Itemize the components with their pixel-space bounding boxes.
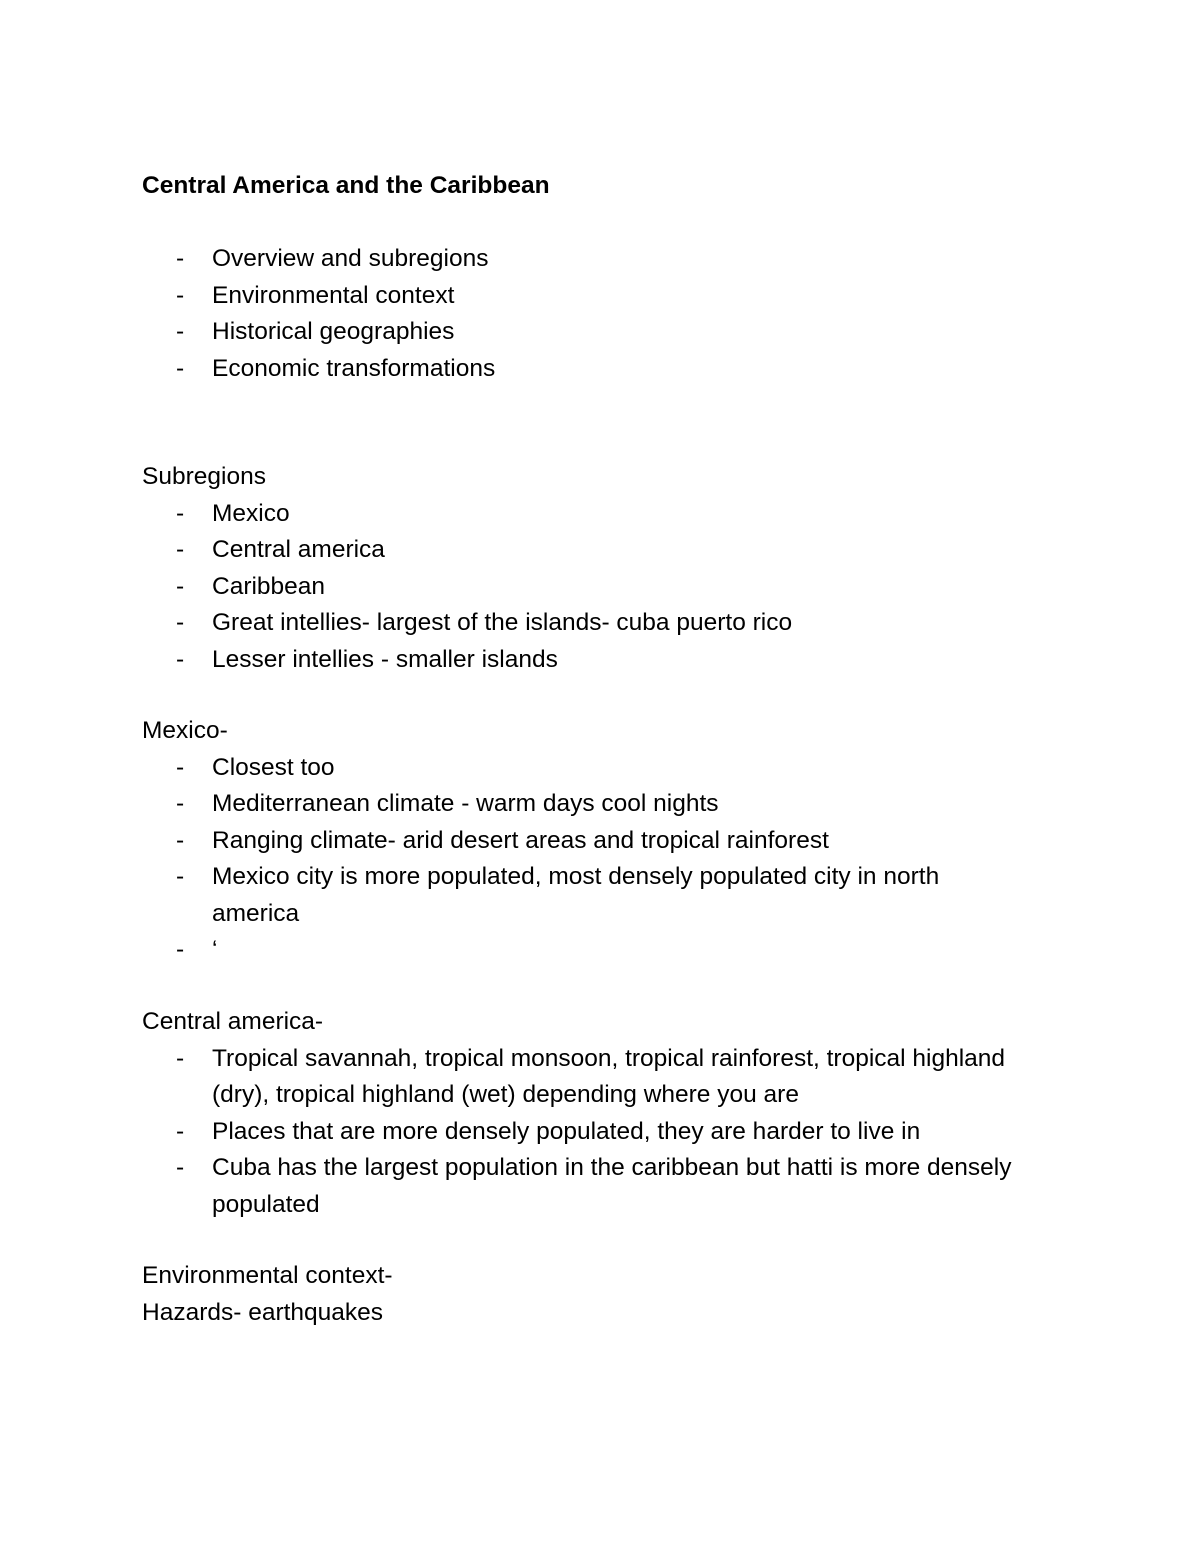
overview-section xyxy=(142,241,1062,387)
mexico-section xyxy=(142,713,1062,969)
dash-marker: - xyxy=(176,354,185,382)
dash-marker: - xyxy=(176,826,185,854)
list-item xyxy=(142,823,1062,860)
list-item-text: Central america xyxy=(212,536,385,563)
list-item-text: Historical geographies xyxy=(212,318,455,345)
mexico-list xyxy=(142,750,1062,969)
list-item-text: Mediterranean climate - warm days cool nights xyxy=(212,790,719,817)
subregions-list xyxy=(142,496,1062,679)
list-item xyxy=(142,1041,1062,1114)
dash-marker: - xyxy=(176,753,185,781)
environmental-section xyxy=(142,1258,1062,1331)
list-item xyxy=(142,750,1062,787)
list-item xyxy=(142,241,1062,278)
dash-marker: - xyxy=(176,936,185,963)
title-block xyxy=(142,168,1062,205)
list-item xyxy=(142,932,1062,969)
list-item-text: Mexico xyxy=(212,499,290,527)
list-item xyxy=(142,351,1062,388)
dash-marker: - xyxy=(176,609,185,636)
list-item xyxy=(142,1150,1062,1223)
hazards-line: Hazards- earthquakes xyxy=(142,1298,384,1326)
dash-marker: - xyxy=(176,1117,185,1145)
dash-marker: - xyxy=(176,645,185,673)
central-america-list xyxy=(142,1041,1062,1224)
list-item-text: Ranging climate- arid desert areas and tropical rainforest xyxy=(212,826,829,854)
list-item xyxy=(142,314,1062,351)
list-item xyxy=(142,1114,1062,1151)
list-item-text: Environmental context xyxy=(212,281,455,309)
dash-marker: - xyxy=(176,863,185,890)
list-item xyxy=(142,605,1062,642)
list-item-text: Cuba has the largest population in the caribbean but hatti is more densely populated xyxy=(212,1154,1012,1218)
list-item xyxy=(142,859,1062,932)
list-item xyxy=(142,532,1062,569)
dash-marker: - xyxy=(176,572,185,600)
environmental-heading: Environmental context- xyxy=(142,1262,393,1289)
list-item-text: Overview and subregions xyxy=(212,245,489,272)
central-america-section xyxy=(142,1004,1062,1223)
dash-marker: - xyxy=(176,1154,185,1181)
central-america-heading: Central america- xyxy=(142,1008,324,1035)
list-item-text: Tropical savannah, tropical monsoon, tropical rainforest, tropical highland (dry), tropical highland (wet) depending where you are xyxy=(212,1044,1006,1108)
dash-marker: - xyxy=(176,536,185,563)
list-item xyxy=(142,496,1062,533)
list-item-text: Economic transformations xyxy=(212,354,496,382)
list-item-text: Lesser intellies - smaller islands xyxy=(212,645,558,673)
list-item-text: Great intellies- largest of the islands- cuba puerto rico xyxy=(212,609,793,636)
document-title: Central America and the Caribbean xyxy=(142,172,550,199)
dash-marker: - xyxy=(176,245,185,272)
subregions-section xyxy=(142,459,1062,678)
list-item-text: Caribbean xyxy=(212,572,326,600)
list-item-text: Closest too xyxy=(212,753,335,781)
mexico-heading: Mexico- xyxy=(142,717,228,744)
dash-marker: - xyxy=(176,499,185,527)
subregions-heading: Subregions xyxy=(142,463,266,490)
dash-marker: - xyxy=(176,318,185,345)
list-item xyxy=(142,569,1062,606)
list-item xyxy=(142,786,1062,823)
dash-marker: - xyxy=(176,790,185,817)
list-item xyxy=(142,278,1062,315)
list-item xyxy=(142,642,1062,679)
list-item-text: Places that are more densely populated, they are harder to live in xyxy=(212,1117,921,1145)
list-item-text: ‘ xyxy=(212,936,218,963)
dash-marker: - xyxy=(176,281,185,309)
dash-marker: - xyxy=(176,1044,185,1072)
list-item-text: Mexico city is more populated, most densely populated city in north america xyxy=(212,863,940,927)
overview-list xyxy=(142,241,1062,387)
